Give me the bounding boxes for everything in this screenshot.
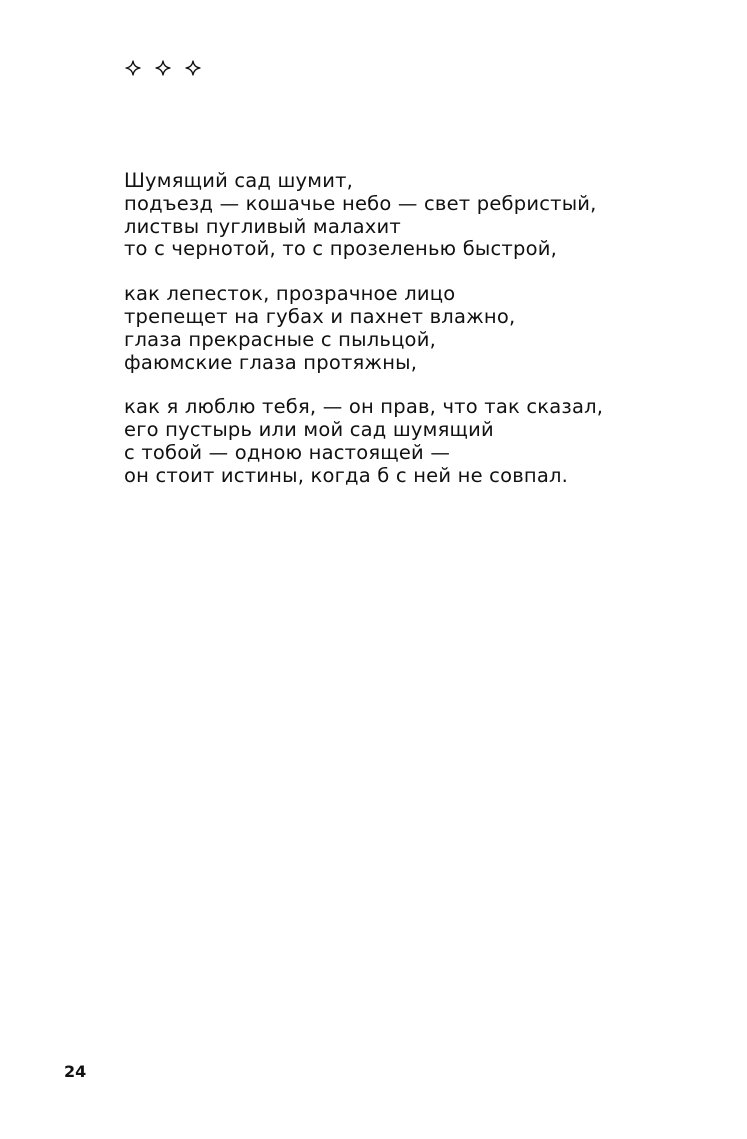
poem-line: то с чернотой, то с прозеленью быстрой, (124, 237, 557, 261)
section-ornament (125, 60, 201, 76)
poem-body (124, 170, 724, 510)
poem-line: фаюмские глаза протяжны, (124, 350, 418, 374)
poem-line: трепещет на губах и пахнет влажно, (124, 304, 516, 328)
poem-line: его пустырь или мой сад шумящий (124, 418, 494, 442)
poem-line: как я люблю тебя, — он прав, что так сказал, (124, 395, 604, 419)
four-point-star-icon (155, 60, 171, 76)
poem-stanza (124, 283, 724, 374)
poem-line: как лепесток, прозрачное лицо (124, 282, 456, 306)
four-point-star-icon (185, 60, 201, 76)
poem-line: Шумящий сад шумит, (124, 169, 354, 192)
poem-line: он стоит истины, когда б с ней не совпал. (124, 463, 569, 487)
poem-line: глаза прекрасные с пыльцой, (124, 327, 436, 351)
poem-stanza (124, 396, 724, 487)
page-number: 24 (64, 1062, 87, 1081)
poem-line: листвы пугливый малахит (124, 214, 401, 238)
poem-line: подъезд — кошачье небо — свет ребристый, (124, 191, 597, 215)
four-point-star-icon (125, 60, 141, 76)
poem-stanza (124, 170, 724, 261)
poem-line: с тобой — одною настоящей — (124, 440, 451, 464)
